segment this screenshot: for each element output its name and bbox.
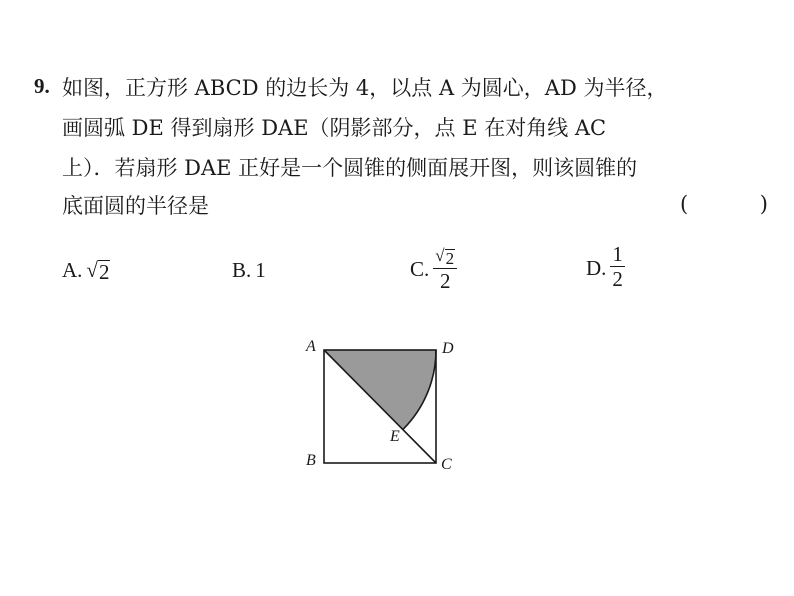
option-b[interactable]	[232, 258, 266, 283]
option-a-label: A.	[62, 258, 83, 282]
point-label-b: B	[306, 452, 316, 469]
question-line-1: 如图，正方形 ABCD 的边长为 4，以点 A 为圆心，AD 为半径，	[62, 76, 668, 100]
option-d-label: D.	[586, 256, 607, 280]
point-label-d: D	[442, 340, 454, 357]
option-c-numerator	[433, 242, 457, 269]
answer-paren-close: )	[759, 192, 768, 216]
option-c[interactable]	[410, 246, 457, 293]
question-number: 9.	[34, 74, 50, 98]
option-d-numerator: 1	[612, 242, 623, 266]
option-d-fraction	[610, 242, 625, 291]
answer-paren-open: (	[680, 192, 689, 216]
option-d[interactable]	[586, 242, 625, 291]
point-label-a: A	[306, 338, 316, 355]
option-a-sqrt	[86, 258, 110, 283]
option-b-value: 1	[255, 258, 266, 282]
point-label-c: C	[441, 456, 452, 473]
option-c-fraction	[433, 242, 457, 293]
option-a-radicand: 2	[98, 260, 110, 284]
question-line-2: 画圆弧 DE 得到扇形 DAE（阴影部分，点 E 在对角线 AC	[62, 116, 607, 140]
option-c-label: C.	[410, 257, 430, 281]
point-label-e: E	[390, 428, 400, 445]
radical-sign-icon: √	[435, 246, 445, 265]
question-line-3: 上）．若扇形 DAE 正好是一个圆锥的侧面展开图，则该圆锥的	[62, 156, 638, 180]
option-d-denominator: 2	[612, 267, 623, 291]
sector-dae-shaded	[324, 350, 436, 429]
option-c-numerator-radicand: 2	[445, 249, 455, 268]
geometry-figure	[300, 330, 470, 484]
answer-blank	[680, 192, 768, 216]
option-c-denominator: 2	[439, 269, 451, 293]
option-a[interactable]	[62, 258, 110, 283]
option-b-label: B.	[232, 258, 252, 282]
question-line-4: 底面圆的半径是	[62, 194, 209, 218]
radical-sign-icon: √	[86, 258, 98, 282]
